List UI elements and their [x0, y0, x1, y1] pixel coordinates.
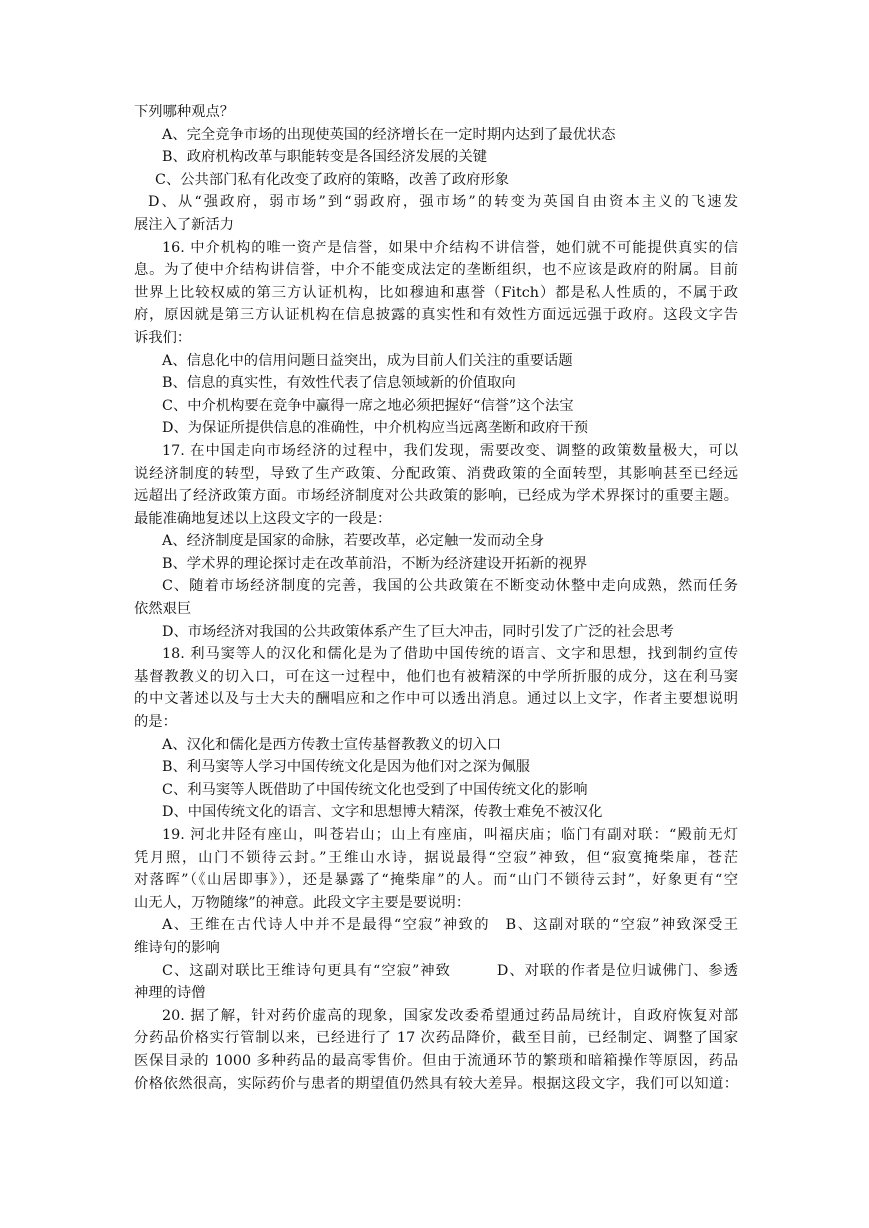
text-line: D、中国传统文化的语言、文字和思想博大精深，传教士难免不被汉化: [162, 804, 603, 821]
text-line: D、市场经济对我国的公共政策体系产生了巨大冲击，同时引发了广泛的社会思考: [162, 623, 674, 640]
text-line: 19. 河北井陉有座山，叫苍岩山；山上有座庙，叫福庆庙；临门有副对联：“殿前无灯: [162, 827, 738, 843]
text-line: 分药品价格实行管制以来，已经进行了 17 次药品降价，截至目前，已经制定、调整了国家: [134, 1030, 738, 1047]
text-line: 20. 据了解，针对药价虚高的现象，国家发改委希望通过药品局统计，自政府恢复对部: [162, 1007, 738, 1024]
text-line: 世界上比较权威的第三方认证机构，比如穆迪和惠誉（Fitch）都是私人性质的，不属于政: [134, 284, 738, 301]
text-line: 展注入了新活力: [134, 216, 235, 233]
text-line: B、信息的真实性，有效性代表了信息领域新的价值取向: [162, 375, 516, 392]
text-line: 价格依然很高，实际药价与患者的期望值仍然具有较大差异。根据这段文字，我们可以知道：: [134, 1075, 738, 1092]
text-line: A、王维在古代诗人中并不是最得“空寂”神致的 B、这副对联的“空寂”神致深受王: [162, 917, 738, 934]
text-line: 18. 利马窦等人的汉化和儒化是为了借助中国传统的语言、文字和思想，找到制约宣传: [162, 646, 738, 663]
text-line: A、经济制度是国家的命脉，若要改革，必定触一发而动全身: [162, 533, 545, 550]
text-line: A、信息化中的信用问题日益突出，成为目前人们关注的重要话题: [162, 352, 573, 369]
text-line: 维诗句的影响: [134, 939, 220, 956]
text-line: 远超出了经济政策方面。市场经济制度对公共政策的影响，已经成为学术界探讨的重要主题。: [134, 488, 738, 505]
text-line: 府，原因就是第三方认证机构在信息披露的真实性和有效性方面远远强于政府。这段文字告: [134, 307, 738, 324]
text-line: 16. 中介机构的唯一资产是信誉，如果中介结构不讲信誉，她们就不可能提供真实的信: [162, 239, 738, 256]
text-line: 下列哪种观点？: [134, 104, 235, 120]
text-line: 息。为了使中介结构讲信誉，中介不能变成法定的垄断组织，也不应该是政府的附属。目前: [134, 262, 738, 279]
document-body: [134, 101, 738, 1095]
text-line: 的中文著述以及与士大夫的酬唱应和之作中可以透出消息。通过以上文字，作者主要想说明: [134, 691, 738, 708]
text-line: 凭月照，山门不锁待云封。”王维山水诗，据说最得“空寂”神致，但“寂寞掩柴扉，苍茫: [134, 849, 738, 866]
text-line: C、公共部门私有化改变了政府的策略，改善了政府形象: [155, 171, 510, 188]
text-line: C、这副对联比王维诗句更具有“空寂”神致 D、对联的作者是位归诚佛门、参透: [162, 962, 738, 979]
text-line: 对落晖”（《山居即事》），还是暴露了“掩柴扉”的人。而“山门不锁待云封”，好象更有“空: [134, 872, 738, 889]
text-line: 医保目录的 1000 多种药品的最高零售价。但由于流通环节的繁琐和暗箱操作等原因，药品: [134, 1052, 738, 1069]
text-line: B、学术界的理论探讨走在改革前沿，不断为经济建设开拓新的视界: [162, 555, 588, 572]
text-line: 最能准确地复述以上这段文字的一段是：: [134, 510, 392, 527]
text-line: A、汉化和儒化是西方传教士宣传基督教教义的切入口: [162, 736, 502, 753]
text-line: C、中介机构要在竞争中赢得一席之地必须把握好“信誉”这个法宝: [162, 397, 574, 414]
text-line: C、利马窦等人既借助了中国传统文化也受到了中国传统文化的影响: [162, 781, 588, 798]
text-line: A、完全竞争市场的出现使英国的经济增长在一定时期内达到了最优状态: [162, 126, 616, 143]
text-line: D、从“强政府，弱市场”到“弱政府，强市场”的转变为英国自由资本主义的飞速发: [148, 194, 738, 211]
text-line: 诉我们：: [134, 329, 192, 346]
text-line: 说经济制度的转型，导致了生产政策、分配政策、消费政策的全面转型，其影响甚至已经远: [134, 465, 738, 482]
text-line: 基督教教义的切入口，可在这一过程中，他们也有被精深的中学所折服的成分，这在利马窦: [134, 668, 738, 685]
text-line: 山无人，万物随缘”的神意。此段文字主要是要说明：: [134, 894, 471, 911]
text-line: B、利马窦等人学习中国传统文化是因为他们对之深为佩服: [162, 759, 530, 776]
text-line: 的是：: [134, 714, 177, 731]
text-line: B、政府机构改革与职能转变是各国经济发展的关键: [162, 149, 488, 166]
text-line: 17. 在中国走向市场经济的过程中，我们发现，需要改变、调整的政策数量极大，可以: [162, 442, 738, 459]
text-line: C、随着市场经济制度的完善，我国的公共政策在不断变动休整中走向成熟，然而任务: [162, 578, 738, 595]
text-line: 依然艰巨: [134, 601, 192, 618]
text-line: D、为保证所提供信息的准确性，中介机构应当远离垄断和政府干预: [162, 420, 589, 437]
text-line: 神理的诗僧: [134, 985, 206, 1002]
